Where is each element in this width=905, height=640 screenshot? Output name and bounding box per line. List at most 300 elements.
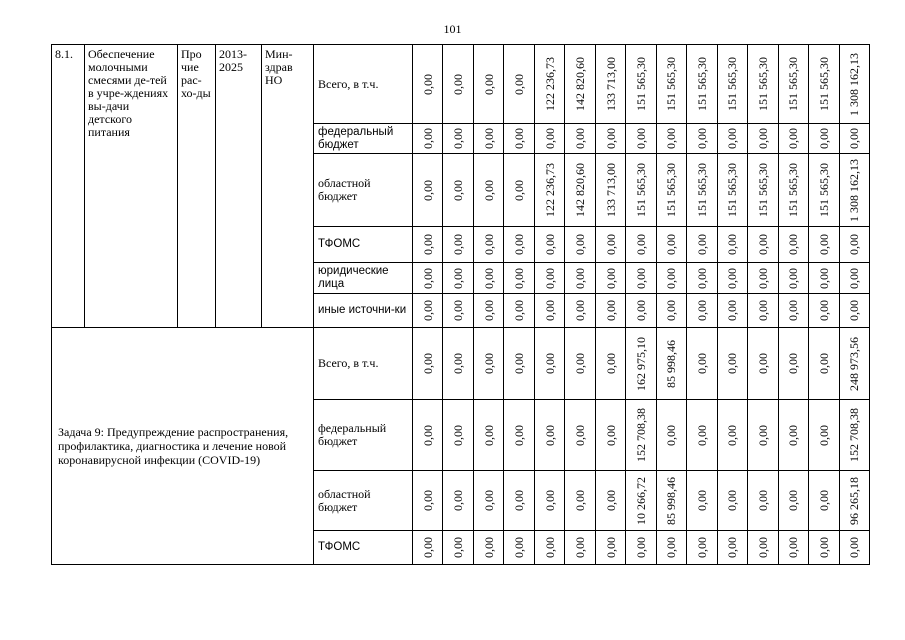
value-cell bbox=[443, 124, 473, 154]
value-text: 0,00 bbox=[816, 490, 831, 511]
value-cell bbox=[535, 294, 565, 328]
value-text: 1 308 162,13 bbox=[847, 52, 862, 116]
value-cell bbox=[596, 328, 626, 400]
value-text: 0,00 bbox=[512, 537, 527, 558]
value-cell bbox=[535, 227, 565, 263]
value-text: 0,00 bbox=[451, 267, 466, 289]
value-text: 0,00 bbox=[755, 353, 770, 374]
value-cell bbox=[413, 294, 443, 328]
value-cell bbox=[779, 400, 809, 471]
value-text: 0,00 bbox=[451, 537, 466, 558]
value-text: 0,00 bbox=[420, 73, 435, 95]
value-text: 151 565,30 bbox=[634, 163, 649, 217]
value-text: 0,00 bbox=[694, 424, 709, 446]
source-label: ТФОМС bbox=[314, 531, 413, 565]
value-text: 0,00 bbox=[603, 424, 618, 446]
value-cell bbox=[443, 227, 473, 263]
value-text: 0,00 bbox=[755, 300, 770, 321]
value-cell bbox=[748, 45, 778, 124]
value-text: 0,00 bbox=[512, 267, 527, 289]
value-text: 142 820,60 bbox=[573, 57, 588, 111]
value-cell bbox=[596, 263, 626, 294]
value-cell bbox=[779, 263, 809, 294]
value-text: 133 713,00 bbox=[603, 57, 618, 111]
value-cell bbox=[596, 227, 626, 263]
value-text: 0,00 bbox=[420, 128, 435, 149]
value-cell bbox=[626, 45, 656, 124]
value-cell bbox=[626, 124, 656, 154]
value-text: 0,00 bbox=[573, 300, 588, 321]
value-cell bbox=[565, 227, 595, 263]
value-text: 0,00 bbox=[481, 73, 496, 95]
value-text: 0,00 bbox=[725, 267, 740, 289]
value-cell bbox=[596, 294, 626, 328]
source-label: Всего, в т.ч. bbox=[314, 328, 413, 400]
value-cell bbox=[413, 45, 443, 124]
value-cell bbox=[413, 263, 443, 294]
value-text: 0,00 bbox=[420, 234, 435, 255]
value-cell bbox=[626, 154, 656, 227]
value-text: 0,00 bbox=[694, 234, 709, 255]
value-cell bbox=[840, 531, 870, 565]
value-text: 0,00 bbox=[451, 424, 466, 446]
value-cell bbox=[504, 154, 534, 227]
value-cell bbox=[474, 294, 504, 328]
value-cell bbox=[474, 400, 504, 471]
executor: Мин-здрав НО bbox=[262, 45, 314, 328]
value-text: 122 236,73 bbox=[542, 163, 557, 217]
value-cell bbox=[565, 45, 595, 124]
page-number: 101 bbox=[443, 22, 462, 36]
value-text: 248 973,56 bbox=[847, 336, 862, 391]
value-cell bbox=[809, 328, 839, 400]
value-cell bbox=[443, 263, 473, 294]
value-cell bbox=[413, 124, 443, 154]
source-label: федеральный бюджет bbox=[314, 124, 413, 154]
value-text: 151 565,30 bbox=[816, 163, 831, 217]
value-text: 0,00 bbox=[694, 300, 709, 321]
value-cell bbox=[809, 154, 839, 227]
value-cell bbox=[840, 124, 870, 154]
value-cell bbox=[504, 328, 534, 400]
value-text: 0,00 bbox=[816, 128, 831, 149]
value-cell bbox=[657, 154, 687, 227]
value-text: 0,00 bbox=[573, 353, 588, 374]
value-cell bbox=[474, 263, 504, 294]
value-text: 0,00 bbox=[451, 128, 466, 149]
value-text: 0,00 bbox=[725, 353, 740, 374]
source-label: федеральный бюджет bbox=[314, 400, 413, 471]
value-text: 0,00 bbox=[481, 300, 496, 321]
budget-table bbox=[51, 44, 870, 565]
value-text: 0,00 bbox=[573, 128, 588, 149]
value-text: 0,00 bbox=[725, 234, 740, 255]
value-cell bbox=[443, 471, 473, 531]
value-cell bbox=[504, 471, 534, 531]
value-cell bbox=[565, 328, 595, 400]
value-text: 0,00 bbox=[725, 424, 740, 446]
value-text: 122 236,73 bbox=[542, 57, 557, 111]
value-cell bbox=[748, 263, 778, 294]
value-cell bbox=[809, 471, 839, 531]
value-cell bbox=[657, 45, 687, 124]
value-text: 0,00 bbox=[816, 537, 831, 558]
value-cell bbox=[413, 227, 443, 263]
value-cell bbox=[596, 531, 626, 565]
value-text: 0,00 bbox=[420, 490, 435, 511]
value-text: 0,00 bbox=[451, 300, 466, 321]
value-text: 0,00 bbox=[603, 267, 618, 289]
value-text: 0,00 bbox=[664, 537, 679, 558]
measure-title: Обеспечение молочными смесями де-тей в учре-ждениях вы-дачи детского питания bbox=[85, 45, 178, 328]
value-text: 0,00 bbox=[603, 537, 618, 558]
value-cell bbox=[565, 400, 595, 471]
value-cell bbox=[840, 263, 870, 294]
value-text: 0,00 bbox=[451, 179, 466, 201]
value-cell bbox=[809, 531, 839, 565]
value-cell bbox=[840, 400, 870, 471]
value-text: 0,00 bbox=[542, 424, 557, 446]
value-text: 0,00 bbox=[786, 267, 801, 289]
value-text: 0,00 bbox=[603, 490, 618, 511]
value-text: 85 998,46 bbox=[664, 476, 679, 525]
value-cell bbox=[626, 263, 656, 294]
value-cell bbox=[687, 124, 717, 154]
value-text: 162 975,10 bbox=[634, 336, 649, 391]
value-cell bbox=[748, 124, 778, 154]
value-text: 0,00 bbox=[816, 424, 831, 446]
value-text: 0,00 bbox=[786, 424, 801, 446]
value-text: 0,00 bbox=[481, 424, 496, 446]
value-text: 0,00 bbox=[481, 490, 496, 511]
value-cell bbox=[565, 124, 595, 154]
value-text: 0,00 bbox=[542, 300, 557, 321]
value-cell bbox=[474, 124, 504, 154]
value-text: 0,00 bbox=[512, 234, 527, 255]
value-text: 0,00 bbox=[694, 490, 709, 511]
value-cell bbox=[657, 328, 687, 400]
value-cell bbox=[596, 45, 626, 124]
value-cell bbox=[504, 227, 534, 263]
value-text: 0,00 bbox=[816, 300, 831, 321]
source-label: Всего, в т.ч. bbox=[314, 45, 413, 124]
value-text: 0,00 bbox=[634, 128, 649, 149]
value-cell bbox=[626, 531, 656, 565]
value-cell bbox=[443, 45, 473, 124]
value-cell bbox=[840, 294, 870, 328]
value-cell bbox=[809, 263, 839, 294]
value-cell bbox=[474, 328, 504, 400]
value-cell bbox=[535, 263, 565, 294]
value-cell bbox=[779, 154, 809, 227]
value-text: 151 565,30 bbox=[664, 163, 679, 217]
value-cell bbox=[504, 263, 534, 294]
value-cell bbox=[718, 328, 748, 400]
value-text: 85 998,46 bbox=[664, 339, 679, 388]
expense-type: Про чие рас-хо-ды bbox=[178, 45, 216, 328]
value-text: 151 565,30 bbox=[755, 163, 770, 217]
value-cell bbox=[687, 294, 717, 328]
value-text: 0,00 bbox=[847, 234, 862, 255]
value-cell bbox=[687, 328, 717, 400]
value-cell bbox=[809, 400, 839, 471]
value-text: 0,00 bbox=[512, 73, 527, 95]
value-text: 0,00 bbox=[512, 300, 527, 321]
value-cell bbox=[657, 124, 687, 154]
value-text: 0,00 bbox=[420, 267, 435, 289]
value-cell bbox=[718, 124, 748, 154]
value-text: 0,00 bbox=[603, 128, 618, 149]
value-cell bbox=[840, 154, 870, 227]
value-text: 0,00 bbox=[451, 353, 466, 374]
value-text: 151 565,30 bbox=[694, 57, 709, 111]
value-cell bbox=[413, 471, 443, 531]
source-label: иные источни-ки bbox=[314, 294, 413, 328]
value-text: 0,00 bbox=[603, 300, 618, 321]
value-cell bbox=[443, 400, 473, 471]
value-text: 0,00 bbox=[481, 179, 496, 201]
value-cell bbox=[565, 294, 595, 328]
value-cell bbox=[413, 400, 443, 471]
value-text: 10 266,72 bbox=[634, 476, 649, 525]
value-cell bbox=[657, 294, 687, 328]
period: 2013-2025 bbox=[216, 45, 262, 328]
value-text: 0,00 bbox=[512, 179, 527, 201]
value-text: 0,00 bbox=[847, 128, 862, 149]
value-cell bbox=[565, 471, 595, 531]
value-cell bbox=[718, 154, 748, 227]
value-text: 133 713,00 bbox=[603, 163, 618, 217]
value-cell bbox=[535, 45, 565, 124]
value-text: 0,00 bbox=[786, 537, 801, 558]
value-cell bbox=[779, 227, 809, 263]
value-cell bbox=[687, 471, 717, 531]
value-cell bbox=[779, 124, 809, 154]
value-text: 0,00 bbox=[420, 537, 435, 558]
value-text: 0,00 bbox=[420, 179, 435, 201]
value-text: 0,00 bbox=[816, 234, 831, 255]
value-cell bbox=[626, 294, 656, 328]
value-cell bbox=[718, 263, 748, 294]
value-cell bbox=[596, 471, 626, 531]
value-text: 0,00 bbox=[420, 300, 435, 321]
value-text: 0,00 bbox=[512, 128, 527, 149]
value-cell bbox=[748, 294, 778, 328]
value-cell bbox=[474, 45, 504, 124]
value-cell bbox=[535, 531, 565, 565]
value-text: 0,00 bbox=[573, 234, 588, 255]
value-cell bbox=[718, 45, 748, 124]
value-text: 0,00 bbox=[634, 267, 649, 289]
value-cell bbox=[840, 328, 870, 400]
value-text: 0,00 bbox=[725, 490, 740, 511]
value-cell bbox=[687, 45, 717, 124]
value-cell bbox=[718, 471, 748, 531]
value-text: 0,00 bbox=[481, 234, 496, 255]
value-text: 0,00 bbox=[512, 424, 527, 446]
value-cell bbox=[504, 400, 534, 471]
value-text: 0,00 bbox=[603, 234, 618, 255]
value-text: 0,00 bbox=[664, 234, 679, 255]
value-cell bbox=[596, 124, 626, 154]
value-cell bbox=[748, 471, 778, 531]
value-cell bbox=[779, 328, 809, 400]
value-text: 0,00 bbox=[816, 353, 831, 374]
value-cell bbox=[565, 531, 595, 565]
value-cell bbox=[657, 227, 687, 263]
value-text: 152 708,38 bbox=[847, 408, 862, 462]
value-cell bbox=[779, 471, 809, 531]
value-text: 0,00 bbox=[755, 490, 770, 511]
value-cell bbox=[657, 263, 687, 294]
value-cell bbox=[687, 263, 717, 294]
value-text: 0,00 bbox=[755, 537, 770, 558]
value-text: 0,00 bbox=[481, 353, 496, 374]
value-text: 0,00 bbox=[542, 490, 557, 511]
value-cell bbox=[718, 227, 748, 263]
value-cell bbox=[596, 400, 626, 471]
value-text: 0,00 bbox=[542, 234, 557, 255]
value-cell bbox=[718, 400, 748, 471]
value-text: 0,00 bbox=[634, 300, 649, 321]
value-cell bbox=[840, 227, 870, 263]
value-cell bbox=[779, 45, 809, 124]
value-cell bbox=[474, 471, 504, 531]
value-cell bbox=[840, 471, 870, 531]
value-text: 151 565,30 bbox=[694, 163, 709, 217]
value-text: 0,00 bbox=[573, 267, 588, 289]
value-text: 0,00 bbox=[512, 490, 527, 511]
value-cell bbox=[687, 154, 717, 227]
value-text: 151 565,30 bbox=[786, 57, 801, 111]
value-text: 0,00 bbox=[481, 128, 496, 149]
value-cell bbox=[535, 328, 565, 400]
value-text: 0,00 bbox=[786, 234, 801, 255]
value-cell bbox=[626, 471, 656, 531]
value-cell bbox=[535, 400, 565, 471]
value-cell bbox=[443, 154, 473, 227]
value-text: 0,00 bbox=[573, 537, 588, 558]
value-text: 0,00 bbox=[786, 490, 801, 511]
value-text: 142 820,60 bbox=[573, 163, 588, 217]
value-cell bbox=[504, 124, 534, 154]
value-text: 0,00 bbox=[542, 537, 557, 558]
value-text: 0,00 bbox=[847, 267, 862, 289]
value-cell bbox=[779, 531, 809, 565]
value-cell bbox=[413, 328, 443, 400]
value-cell bbox=[748, 328, 778, 400]
value-text: 0,00 bbox=[451, 490, 466, 511]
value-text: 0,00 bbox=[725, 128, 740, 149]
value-text: 0,00 bbox=[603, 353, 618, 374]
value-cell bbox=[535, 154, 565, 227]
value-cell bbox=[413, 154, 443, 227]
value-text: 0,00 bbox=[786, 128, 801, 149]
value-text: 0,00 bbox=[481, 537, 496, 558]
value-cell bbox=[748, 400, 778, 471]
value-cell bbox=[809, 294, 839, 328]
value-text: 0,00 bbox=[755, 267, 770, 289]
value-cell bbox=[809, 227, 839, 263]
value-cell bbox=[443, 294, 473, 328]
value-cell bbox=[748, 531, 778, 565]
value-cell bbox=[809, 124, 839, 154]
value-cell bbox=[443, 531, 473, 565]
value-text: 0,00 bbox=[755, 424, 770, 446]
value-cell bbox=[474, 154, 504, 227]
value-cell bbox=[687, 227, 717, 263]
value-text: 151 565,30 bbox=[664, 57, 679, 111]
task-9-title: Задача 9: Предупреждение распространения, профилактика, диагностика и лечение новой коронавирусной инфекции (COVID-19) bbox=[52, 328, 314, 565]
value-cell bbox=[565, 263, 595, 294]
value-text: 0,00 bbox=[573, 424, 588, 446]
value-text: 0,00 bbox=[786, 300, 801, 321]
value-text: 0,00 bbox=[847, 537, 862, 558]
value-cell bbox=[626, 328, 656, 400]
value-text: 151 565,30 bbox=[634, 57, 649, 111]
value-text: 0,00 bbox=[512, 353, 527, 374]
value-text: 0,00 bbox=[664, 128, 679, 149]
value-text: 0,00 bbox=[847, 300, 862, 321]
value-cell bbox=[657, 400, 687, 471]
value-text: 0,00 bbox=[542, 128, 557, 149]
value-text: 0,00 bbox=[481, 267, 496, 289]
value-cell bbox=[809, 45, 839, 124]
value-text: 0,00 bbox=[725, 537, 740, 558]
value-cell bbox=[443, 328, 473, 400]
value-cell bbox=[718, 531, 748, 565]
value-text: 1 308 162,13 bbox=[847, 158, 862, 222]
value-text: 0,00 bbox=[694, 353, 709, 374]
value-text: 0,00 bbox=[664, 300, 679, 321]
row-number: 8.1. bbox=[52, 45, 85, 328]
value-cell bbox=[626, 400, 656, 471]
value-cell bbox=[687, 400, 717, 471]
value-text: 0,00 bbox=[451, 234, 466, 255]
value-cell bbox=[718, 294, 748, 328]
value-text: 151 565,30 bbox=[725, 57, 740, 111]
value-text: 0,00 bbox=[664, 267, 679, 289]
value-text: 0,00 bbox=[420, 353, 435, 374]
value-text: 96 265,18 bbox=[847, 476, 862, 525]
value-cell bbox=[565, 154, 595, 227]
value-text: 0,00 bbox=[694, 128, 709, 149]
value-cell bbox=[779, 294, 809, 328]
value-text: 0,00 bbox=[420, 424, 435, 446]
value-cell bbox=[474, 227, 504, 263]
value-text: 0,00 bbox=[816, 267, 831, 289]
source-label: областной бюджет bbox=[314, 154, 413, 227]
value-cell bbox=[413, 531, 443, 565]
value-text: 0,00 bbox=[755, 234, 770, 255]
value-text: 0,00 bbox=[451, 73, 466, 95]
value-cell bbox=[504, 45, 534, 124]
value-cell bbox=[748, 227, 778, 263]
value-text: 0,00 bbox=[664, 424, 679, 446]
value-text: 151 565,30 bbox=[725, 163, 740, 217]
value-cell bbox=[626, 227, 656, 263]
value-text: 151 565,30 bbox=[786, 163, 801, 217]
value-cell bbox=[535, 471, 565, 531]
value-text: 0,00 bbox=[573, 490, 588, 511]
source-label: юридические лица bbox=[314, 263, 413, 294]
value-text: 152 708,38 bbox=[634, 408, 649, 462]
value-cell bbox=[687, 531, 717, 565]
value-text: 0,00 bbox=[634, 234, 649, 255]
value-cell bbox=[504, 294, 534, 328]
value-cell bbox=[535, 124, 565, 154]
value-cell bbox=[657, 531, 687, 565]
